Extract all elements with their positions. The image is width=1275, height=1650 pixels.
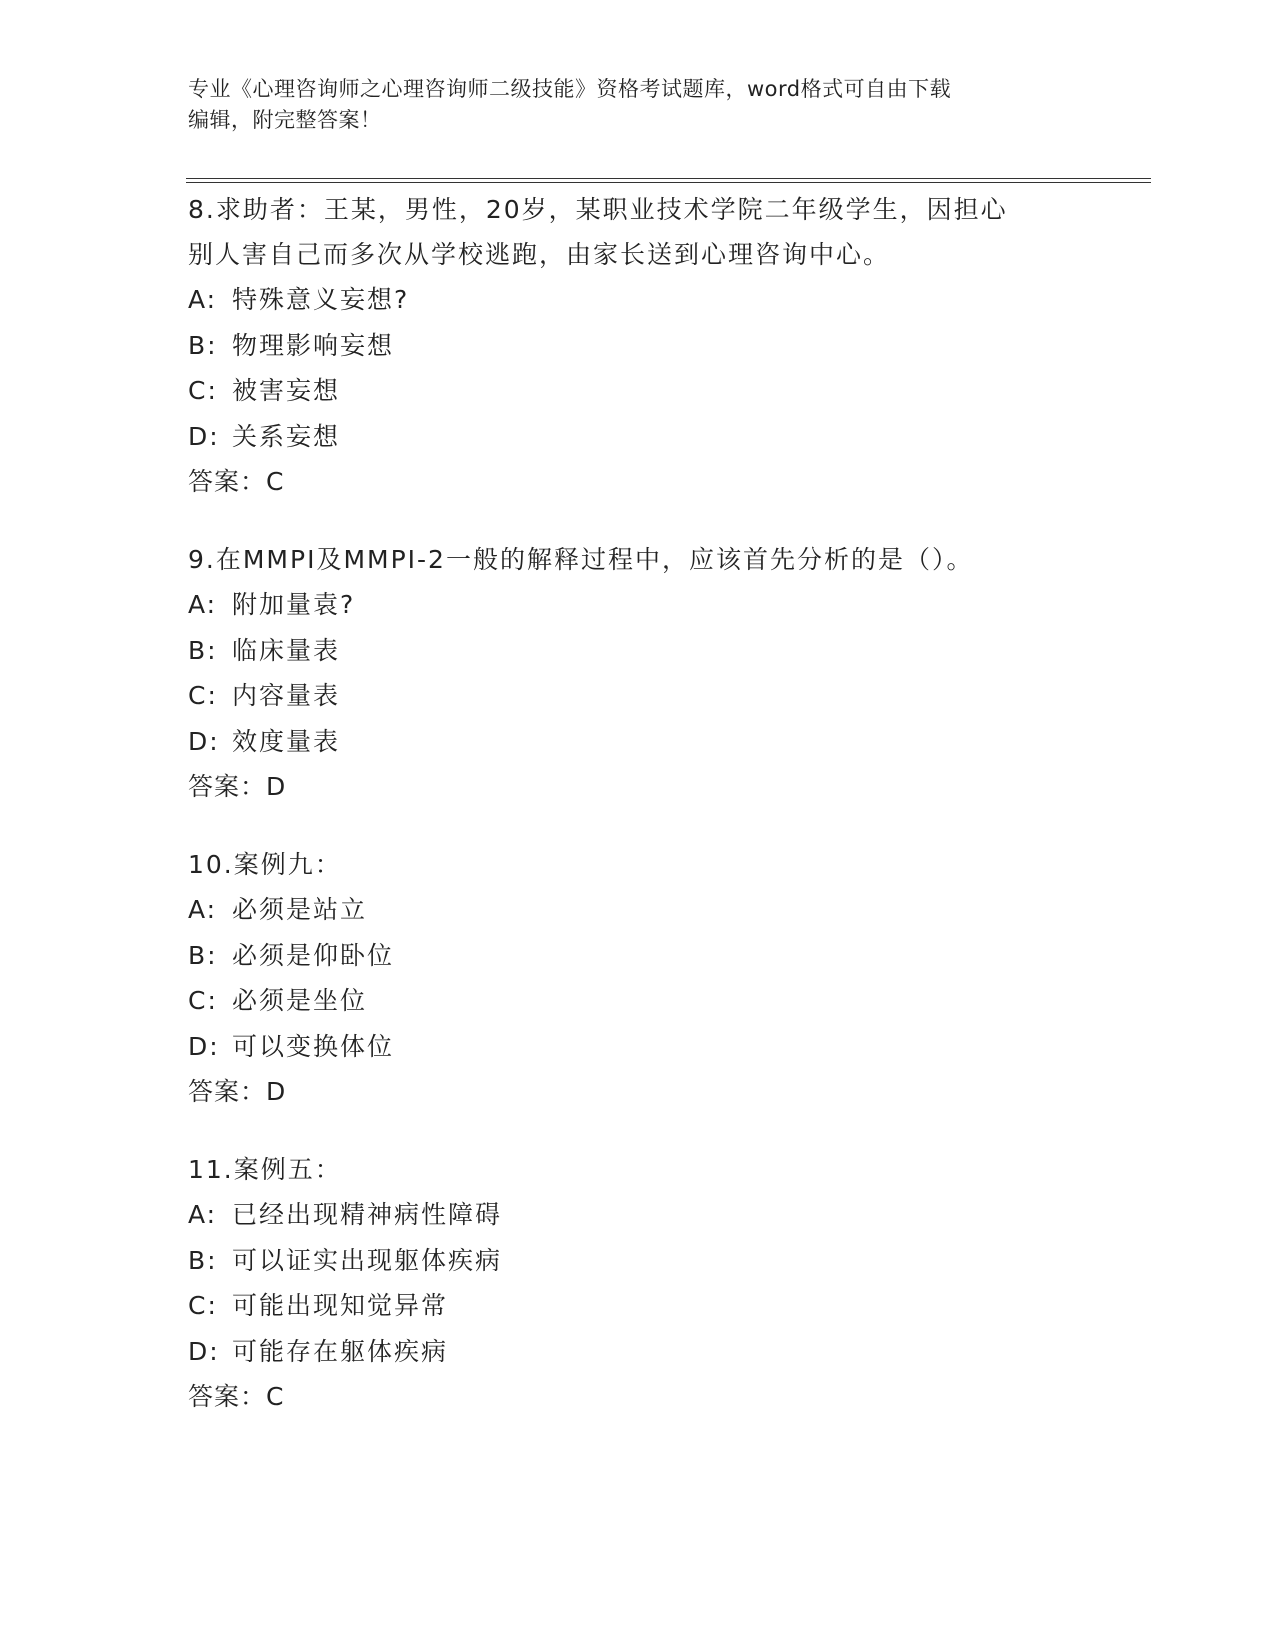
option-a	[188, 887, 1068, 933]
question-stem: 9.在MMPI及MMPI-2一般的解释过程中，应该首先分析的是（）。	[188, 545, 974, 574]
option-text: 内容量表	[232, 681, 341, 710]
header-line-2: 编辑，附完整答案！	[188, 108, 382, 132]
question-8	[188, 187, 1068, 504]
option-text: 临床量表	[232, 635, 341, 665]
option-text: 被害妄想	[232, 376, 341, 405]
answer-line: 答案：C	[188, 467, 285, 496]
question-10	[188, 842, 1068, 1114]
option-d	[188, 1329, 1068, 1375]
question-11	[188, 1147, 1068, 1419]
option-text: 附加量袁?	[232, 590, 356, 619]
option-a	[188, 1192, 1068, 1238]
answer-line: 答案：D	[188, 772, 287, 801]
option-letter: D:	[188, 1031, 220, 1061]
option-text: 必须是坐位	[232, 986, 368, 1015]
header-divider-bottom	[186, 182, 1151, 183]
option-a	[188, 277, 1068, 323]
answer-line: 答案：C	[188, 1382, 285, 1411]
option-letter: D:	[188, 421, 220, 451]
option-text: 必须是站立	[232, 895, 368, 924]
option-text: 效度量表	[232, 726, 341, 756]
header-divider-top	[186, 178, 1151, 179]
option-text: 必须是仰卧位	[232, 940, 395, 970]
option-text: 可以变换体位	[232, 1031, 395, 1061]
option-b	[188, 628, 1068, 674]
option-letter: B:	[188, 330, 218, 360]
option-letter: A:	[188, 1200, 218, 1229]
document-header	[188, 74, 1068, 136]
option-letter: C:	[188, 681, 218, 710]
option-text: 关系妄想	[232, 421, 341, 451]
option-b	[188, 1238, 1068, 1284]
question-9	[188, 537, 1068, 809]
option-letter: B:	[188, 1245, 218, 1275]
option-letter: C:	[188, 986, 218, 1015]
option-d	[188, 1024, 1068, 1070]
option-text: 可以证实出现躯体疾病	[232, 1245, 503, 1275]
option-b	[188, 933, 1068, 979]
option-text: 可能存在躯体疾病	[232, 1336, 449, 1366]
option-a	[188, 582, 1068, 628]
question-stem: 11.案例五：	[188, 1155, 342, 1184]
option-b	[188, 323, 1068, 369]
option-c	[188, 368, 1068, 414]
option-letter: A:	[188, 895, 218, 924]
question-stem: 10.案例九：	[188, 850, 342, 879]
option-letter: C:	[188, 1291, 218, 1320]
option-letter: B:	[188, 940, 218, 970]
option-c	[188, 673, 1068, 719]
option-letter: D:	[188, 726, 220, 756]
option-letter: C:	[188, 376, 218, 405]
option-text: 物理影响妄想	[232, 330, 395, 360]
option-letter: D:	[188, 1336, 220, 1366]
option-letter: A:	[188, 285, 218, 314]
answer-line: 答案：D	[188, 1077, 287, 1106]
option-c	[188, 1283, 1068, 1329]
option-text: 特殊意义妄想?	[232, 285, 410, 314]
question-stem-continued: 别人害自己而多次从学校逃跑，由家长送到心理咨询中心。	[188, 240, 891, 269]
option-text: 可能出现知觉异常	[232, 1291, 449, 1320]
question-stem: 8.求助者：王某，男性，20岁，某职业技术学院二年级学生，因担心	[188, 195, 1008, 224]
option-d	[188, 414, 1068, 460]
option-letter: A:	[188, 590, 218, 619]
option-text: 已经出现精神病性障碍	[232, 1200, 503, 1229]
option-letter: B:	[188, 635, 218, 665]
option-d	[188, 719, 1068, 765]
option-c	[188, 978, 1068, 1024]
header-line-1: 专业《心理咨询师之心理咨询师二级技能》资格考试题库，word格式可自由下载	[188, 77, 952, 101]
